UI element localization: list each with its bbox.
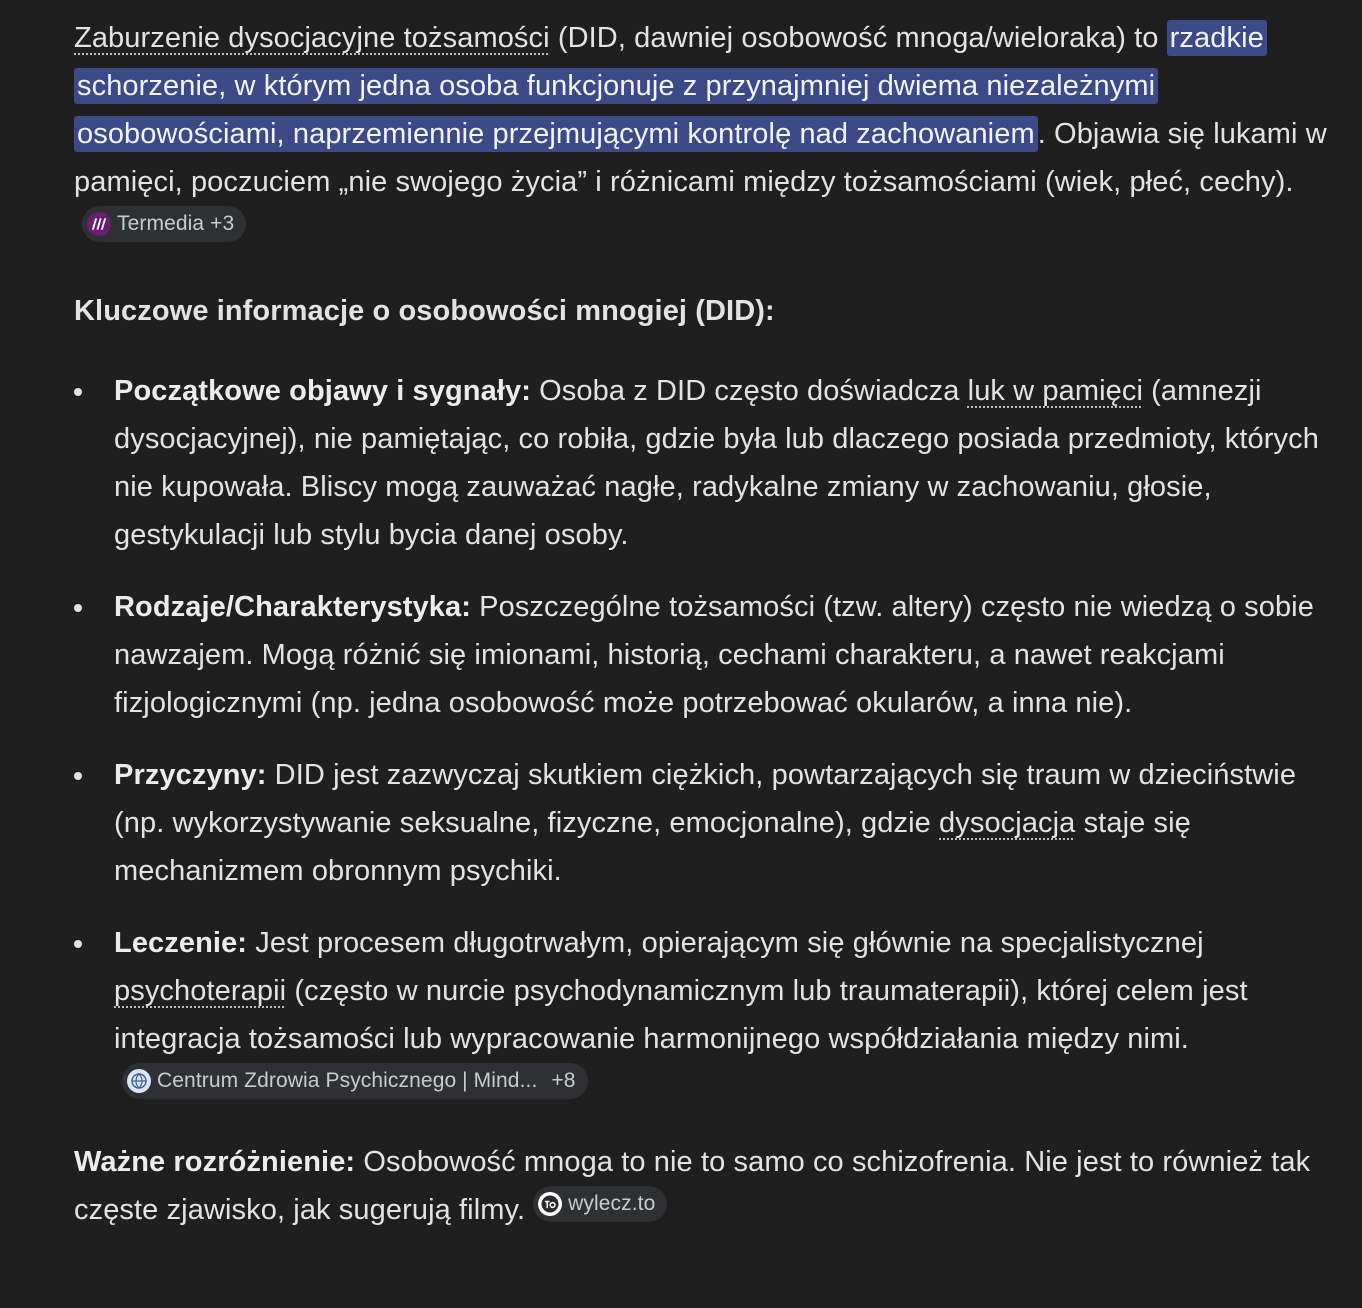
term-did[interactable]: Zaburzenie dysocjacyjne tożsamości (74, 22, 550, 54)
list-item (74, 751, 1342, 895)
chip-source-name: Centrum Zdrowia Psychicznego | Mind... (157, 1069, 538, 1092)
bullet-text: Poszczególne tożsamości (tzw. altery) często nie wiedzą o sobie nawzajem. Mogą różnić się imionami, historią, cechami charakteru, a nawet reakcjami fizjologicznymi (np. jedna osobowość może potrzebować okularów, a inna nie). (114, 591, 1314, 719)
wylecz-logo-icon (538, 1192, 562, 1216)
list-item (74, 919, 1342, 1111)
termedia-logo-icon (87, 212, 111, 236)
chip-count: +3 (210, 212, 235, 235)
closing-text: Osobowość mnoga to nie to samo co schizofrenia. Nie jest to również tak częste zjawisko, jak sugerują filmy. (74, 1146, 1311, 1226)
bullet-label: Przyczyny: (114, 759, 267, 791)
closing-label: Ważne rozróżnienie: (74, 1146, 356, 1178)
bullet-text: (amnezji dysocjacyjnej), nie pamiętając, co robiła, gdzie była lub dlaczego posiada przedmioty, których nie kupowała. Bliscy mogą zauważać nagłe, radykalne zmiany w zachowaniu, głosie, gestykulacji lub stylu bycia danej osoby. (114, 375, 1319, 551)
chip-source-name: wylecz.to (568, 1192, 656, 1215)
closing-paragraph (74, 1138, 1342, 1234)
chip-source-name: Termedia (117, 212, 205, 235)
key-info-list (74, 367, 1342, 1111)
section-heading: Kluczowe informacje o osobowości mnogiej (DID): (74, 295, 775, 327)
list-item (74, 583, 1342, 727)
bullet-label: Leczenie: (114, 927, 248, 959)
intro-text-2: . Objawia się lukami w pamięci, poczuciem „nie swojego życia” i różnicami między tożsamościami (wiek, płeć, cechy). (74, 118, 1327, 198)
bullet-text: Osoba z DID często doświadcza (530, 375, 968, 407)
chip-count: +8 (551, 1069, 576, 1092)
bullet-text: Jest procesem długotrwałym, opierającym się głównie na specjalistycznej (247, 927, 1204, 959)
response-content (74, 14, 1342, 1234)
bullet-text: DID jest zazwyczaj skutkiem ciężkich, powtarzających się traum w dzieciństwie (np. wykorzystywanie seksualne, fizyczne, emocjonalne), gdzie (114, 759, 1297, 839)
term-link[interactable]: dysocjacja (939, 807, 1076, 839)
source-chip-centrum[interactable] (122, 1063, 588, 1099)
source-chip-termedia[interactable] (82, 206, 246, 242)
bullet-label: Początkowe objawy i sygnały: (114, 375, 531, 407)
intro-text-1: (DID, dawniej osobowość mnoga/wieloraka) to (549, 22, 1167, 54)
bullet-text: staje się mechanizmem obronnym psychiki. (114, 807, 1191, 887)
highlighted-definition: rzadkie schorzenie, w którym jedna osoba funkcjonuje z przynajmniej dwiema niezależnymi osobowościami, naprzemiennie przejmującymi kontrolę nad zachowaniem (74, 20, 1267, 152)
source-chip-wylecz[interactable] (533, 1186, 667, 1222)
intro-paragraph (74, 14, 1342, 254)
list-item (74, 367, 1342, 559)
term-link[interactable]: luk w pamięci (967, 375, 1144, 407)
bullet-label: Rodzaje/Charakterystyka: (114, 591, 471, 623)
term-link[interactable]: psychoterapii (114, 975, 287, 1007)
bullet-text: (często w nurcie psychodynamicznym lub traumaterapii), której celem jest integracja tożsamości lub wypracowanie harmonijnego współdziałania między nimi. (114, 975, 1248, 1055)
globe-logo-icon (127, 1069, 151, 1093)
